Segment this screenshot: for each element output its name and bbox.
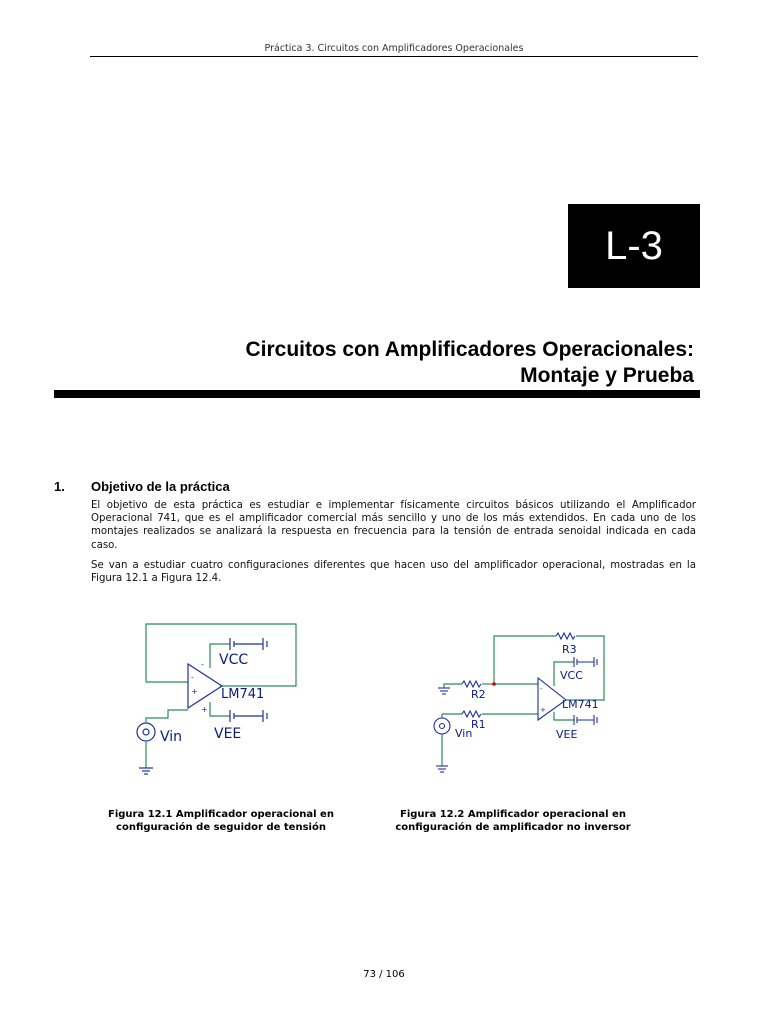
r2-label: R2: [471, 688, 486, 701]
figure-12-1-caption: [81, 808, 361, 834]
fig1-vcc-label: VCC: [219, 652, 249, 668]
paragraph-2: Se van a estudiar cuatro configuraciones diferentes que hacen uso del amplificador operacional, mostradas en la Figura 12.1 a Figura 12.4.: [91, 560, 696, 585]
title-line-2: Montaje y Prueba: [520, 364, 694, 387]
r1-resistor: [462, 711, 481, 717]
fig1-plus-in: +: [191, 687, 198, 696]
r3-resistor: [556, 633, 575, 639]
figure-12-2-schematic: [428, 628, 618, 778]
caption-2-line-2: configuración de amplificador no inversor: [395, 822, 631, 833]
fig2-opamp-label: LM741: [562, 698, 599, 711]
fig2-plus-in: +: [540, 706, 546, 714]
voltage-source-symbol: [137, 723, 155, 741]
fig1-opamp-label: LM741: [221, 687, 265, 702]
fig1-minus: -: [201, 660, 204, 669]
title-line-1: Circuitos con Amplificadores Operacionales:: [245, 338, 694, 361]
fig1-minus-in: -: [191, 673, 194, 682]
fig1-vee-label: VEE: [214, 726, 242, 742]
fig2-minus-in: -: [540, 685, 543, 693]
section-number: 1.: [54, 479, 65, 494]
r1-label: R1: [471, 718, 486, 731]
fig1-vin-label: Vin: [160, 729, 183, 745]
title-rule: [54, 390, 700, 398]
page-number: 73 / 106: [363, 969, 405, 980]
caption-1-line-2: configuración de seguidor de tensión: [116, 822, 326, 833]
header-rule: [90, 56, 698, 57]
chapter-label: L-3: [605, 223, 663, 268]
fig2-vee-label: VEE: [556, 728, 578, 741]
r2-resistor: [462, 681, 481, 687]
fig1-plus: +: [201, 705, 208, 714]
figure-12-1-schematic: [128, 620, 313, 780]
chapter-label-box: [568, 204, 700, 288]
fig2-vin-label: Vin: [455, 727, 473, 740]
paragraph-1: El objetivo de esta práctica es estudiar e implementar físicamente circuitos básicos utilizando el Amplificador Operacional 741, que es el amplificador comercial más sencillo y uno de los más extendidos. En cada uno de los montajes realizados se analizará la respuesta en frecuencia para la tensión de entrada senoidal indicada en cada caso.: [91, 500, 696, 551]
section-heading: Objetivo de la práctica: [91, 479, 230, 494]
figure-12-2-caption: [373, 808, 653, 834]
caption-1-line-1: Figura 12.1 Amplificador operacional en: [108, 809, 334, 820]
fig2-vcc-label: VCC: [560, 669, 583, 682]
running-header: Práctica 3. Circuitos con Amplificadores Operacionales: [264, 43, 524, 54]
opamp-symbol: [188, 664, 222, 708]
caption-2-line-1: Figura 12.2 Amplificador operacional en: [400, 809, 626, 820]
fig2-node-dot: [492, 682, 496, 686]
r3-label: R3: [562, 643, 577, 656]
fig2-voltage-source-symbol: [434, 718, 450, 734]
